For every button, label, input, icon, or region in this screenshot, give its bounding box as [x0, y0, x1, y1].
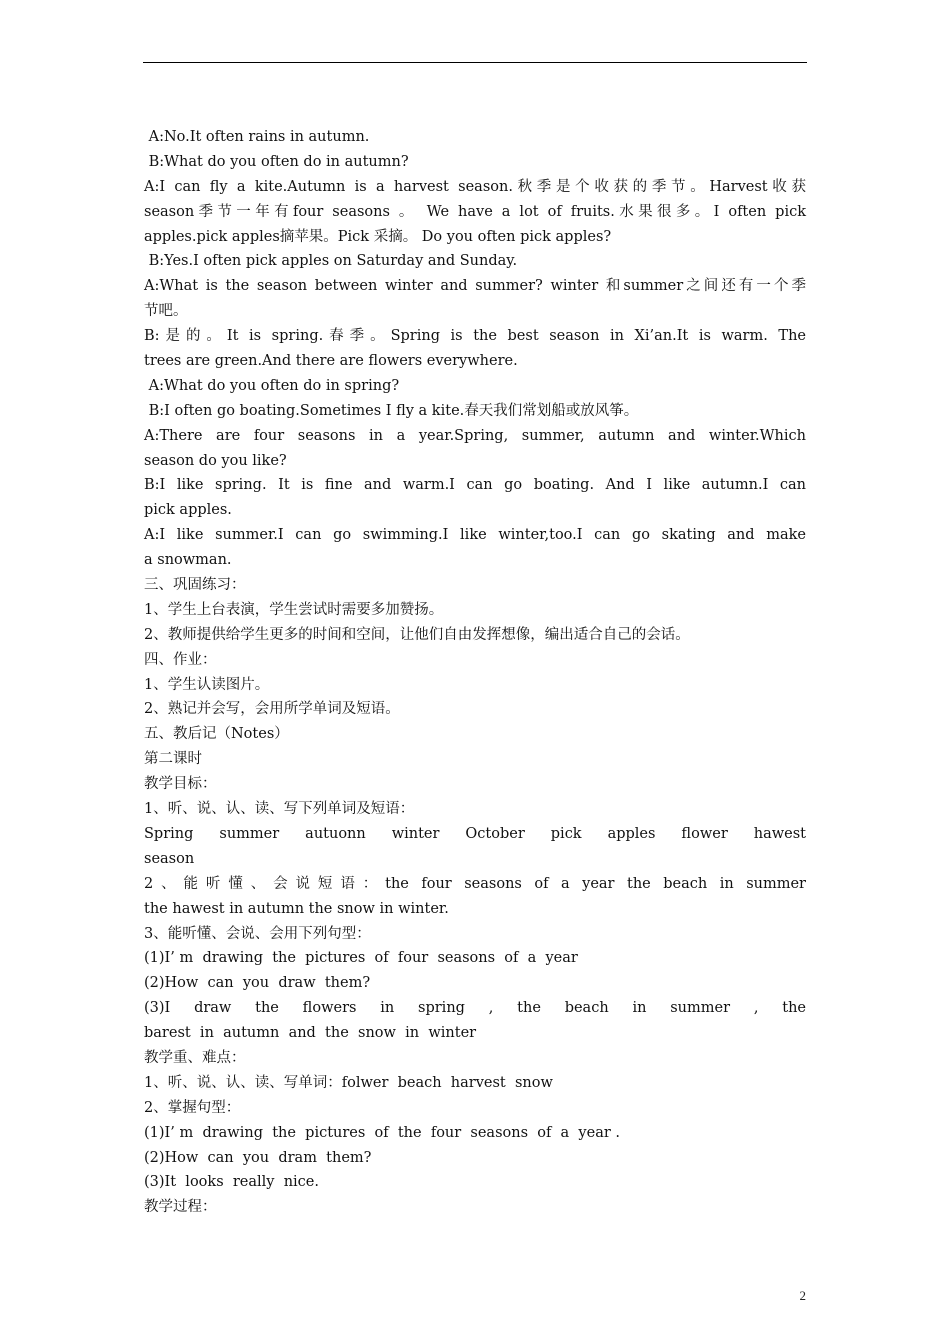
text-line: pick apples.: [144, 502, 232, 519]
text-line: 教学重、难点：: [144, 1049, 246, 1066]
text-line: 3、能听懂、会说、会用下列句型：: [144, 925, 371, 942]
document-body: [144, 125, 806, 1220]
text-line: barest in autumn and the snow in winter: [144, 1025, 477, 1042]
text-line: A:What is the season between winter and summer? winter 和summer之间还有一个季: [144, 278, 806, 295]
text-line: trees are green.And there are flowers everywhere.: [144, 353, 518, 370]
text-line: 三、巩固练习：: [144, 577, 246, 594]
text-line: B:What do you often do in autumn?: [144, 153, 409, 170]
text-line: (1)I’ m drawing the pictures of the four seasons of a year .: [144, 1124, 620, 1141]
text-line: A:What do you often do in spring?: [144, 377, 400, 394]
text-line: 教学过程：: [144, 1199, 217, 1216]
text-line: (2)How can you draw them?: [144, 975, 371, 992]
text-line: (3)I draw the flowers in spring , the beach in summer , the: [144, 1000, 806, 1017]
text-line: season季节一年有four seasons 。 We have a lot of fruits.水果很多。I often pick: [144, 203, 806, 220]
text-line: apples.pick apples摘苹果。Pick 采摘。 Do you often pick apples?: [144, 228, 612, 245]
text-line: 1、听、说、认、读、写下列单词及短语：: [144, 801, 415, 818]
text-line: season do you like?: [144, 452, 287, 469]
page-number: 2: [799, 1288, 806, 1303]
text-line: 1、听、说、认、读、写单词：folwer beach harvest snow: [144, 1074, 553, 1091]
text-line: the hawest in autumn the snow in winter.: [144, 900, 449, 917]
text-line: 五、教后记（Notes）: [144, 726, 289, 743]
text-line: B:是的。It is spring.春季。Spring is the best season in Xi’an.It is warm. The: [144, 328, 806, 345]
text-line: 1、学生上台表演，学生尝试时需要多加赞扬。: [144, 601, 444, 618]
text-line: 2、能听懂、会说短语：the four seasons of a year the beach in summer: [144, 875, 806, 892]
text-line: 2、熟记并会写，会用所学单词及短语。: [144, 701, 400, 718]
text-line: (3)It looks really nice.: [144, 1174, 319, 1191]
header-rule: [143, 62, 807, 63]
text-line: 2、教师提供给学生更多的时间和空间，让他们自由发挥想像，编出适合自己的会话。: [144, 626, 690, 643]
text-line: a snowman.: [144, 552, 232, 569]
text-line: 节吧。: [144, 303, 188, 320]
text-line: (1)I’ m drawing the pictures of four seasons of a year: [144, 950, 578, 967]
text-line: A:There are four seasons in a year.Spring, summer, autumn and winter.Which: [144, 427, 806, 444]
text-line: A:No.It often rains in autumn.: [144, 129, 370, 145]
text-line: A:I like summer.I can go swimming.I like winter,too.I can go skating and make: [144, 527, 806, 544]
text-line: Spring summer autuonn winter October pick apples flower hawest: [144, 825, 806, 842]
text-line: (2)How can you dram them?: [144, 1149, 372, 1166]
text-line: B:Yes.I often pick apples on Saturday and Sunday.: [144, 253, 518, 270]
text-line: B:I like spring. It is fine and warm.I can go boating. And I like autumn.I can: [144, 477, 806, 494]
text-line: 第二课时: [144, 751, 202, 768]
text-line: A:I can fly a kite.Autumn is a harvest season.秋季是个收获的季节。Harvest收获: [144, 178, 806, 195]
text-line: 1、学生认读图片。: [144, 676, 270, 693]
text-line: B:I often go boating.Sometimes I fly a kite.春天我们常划船或放风筝。: [144, 402, 639, 419]
text-line: 四、作业：: [144, 651, 217, 668]
text-line: 教学目标：: [144, 776, 217, 793]
text-line: 2、掌握句型：: [144, 1099, 241, 1116]
text-line: season: [144, 850, 195, 867]
